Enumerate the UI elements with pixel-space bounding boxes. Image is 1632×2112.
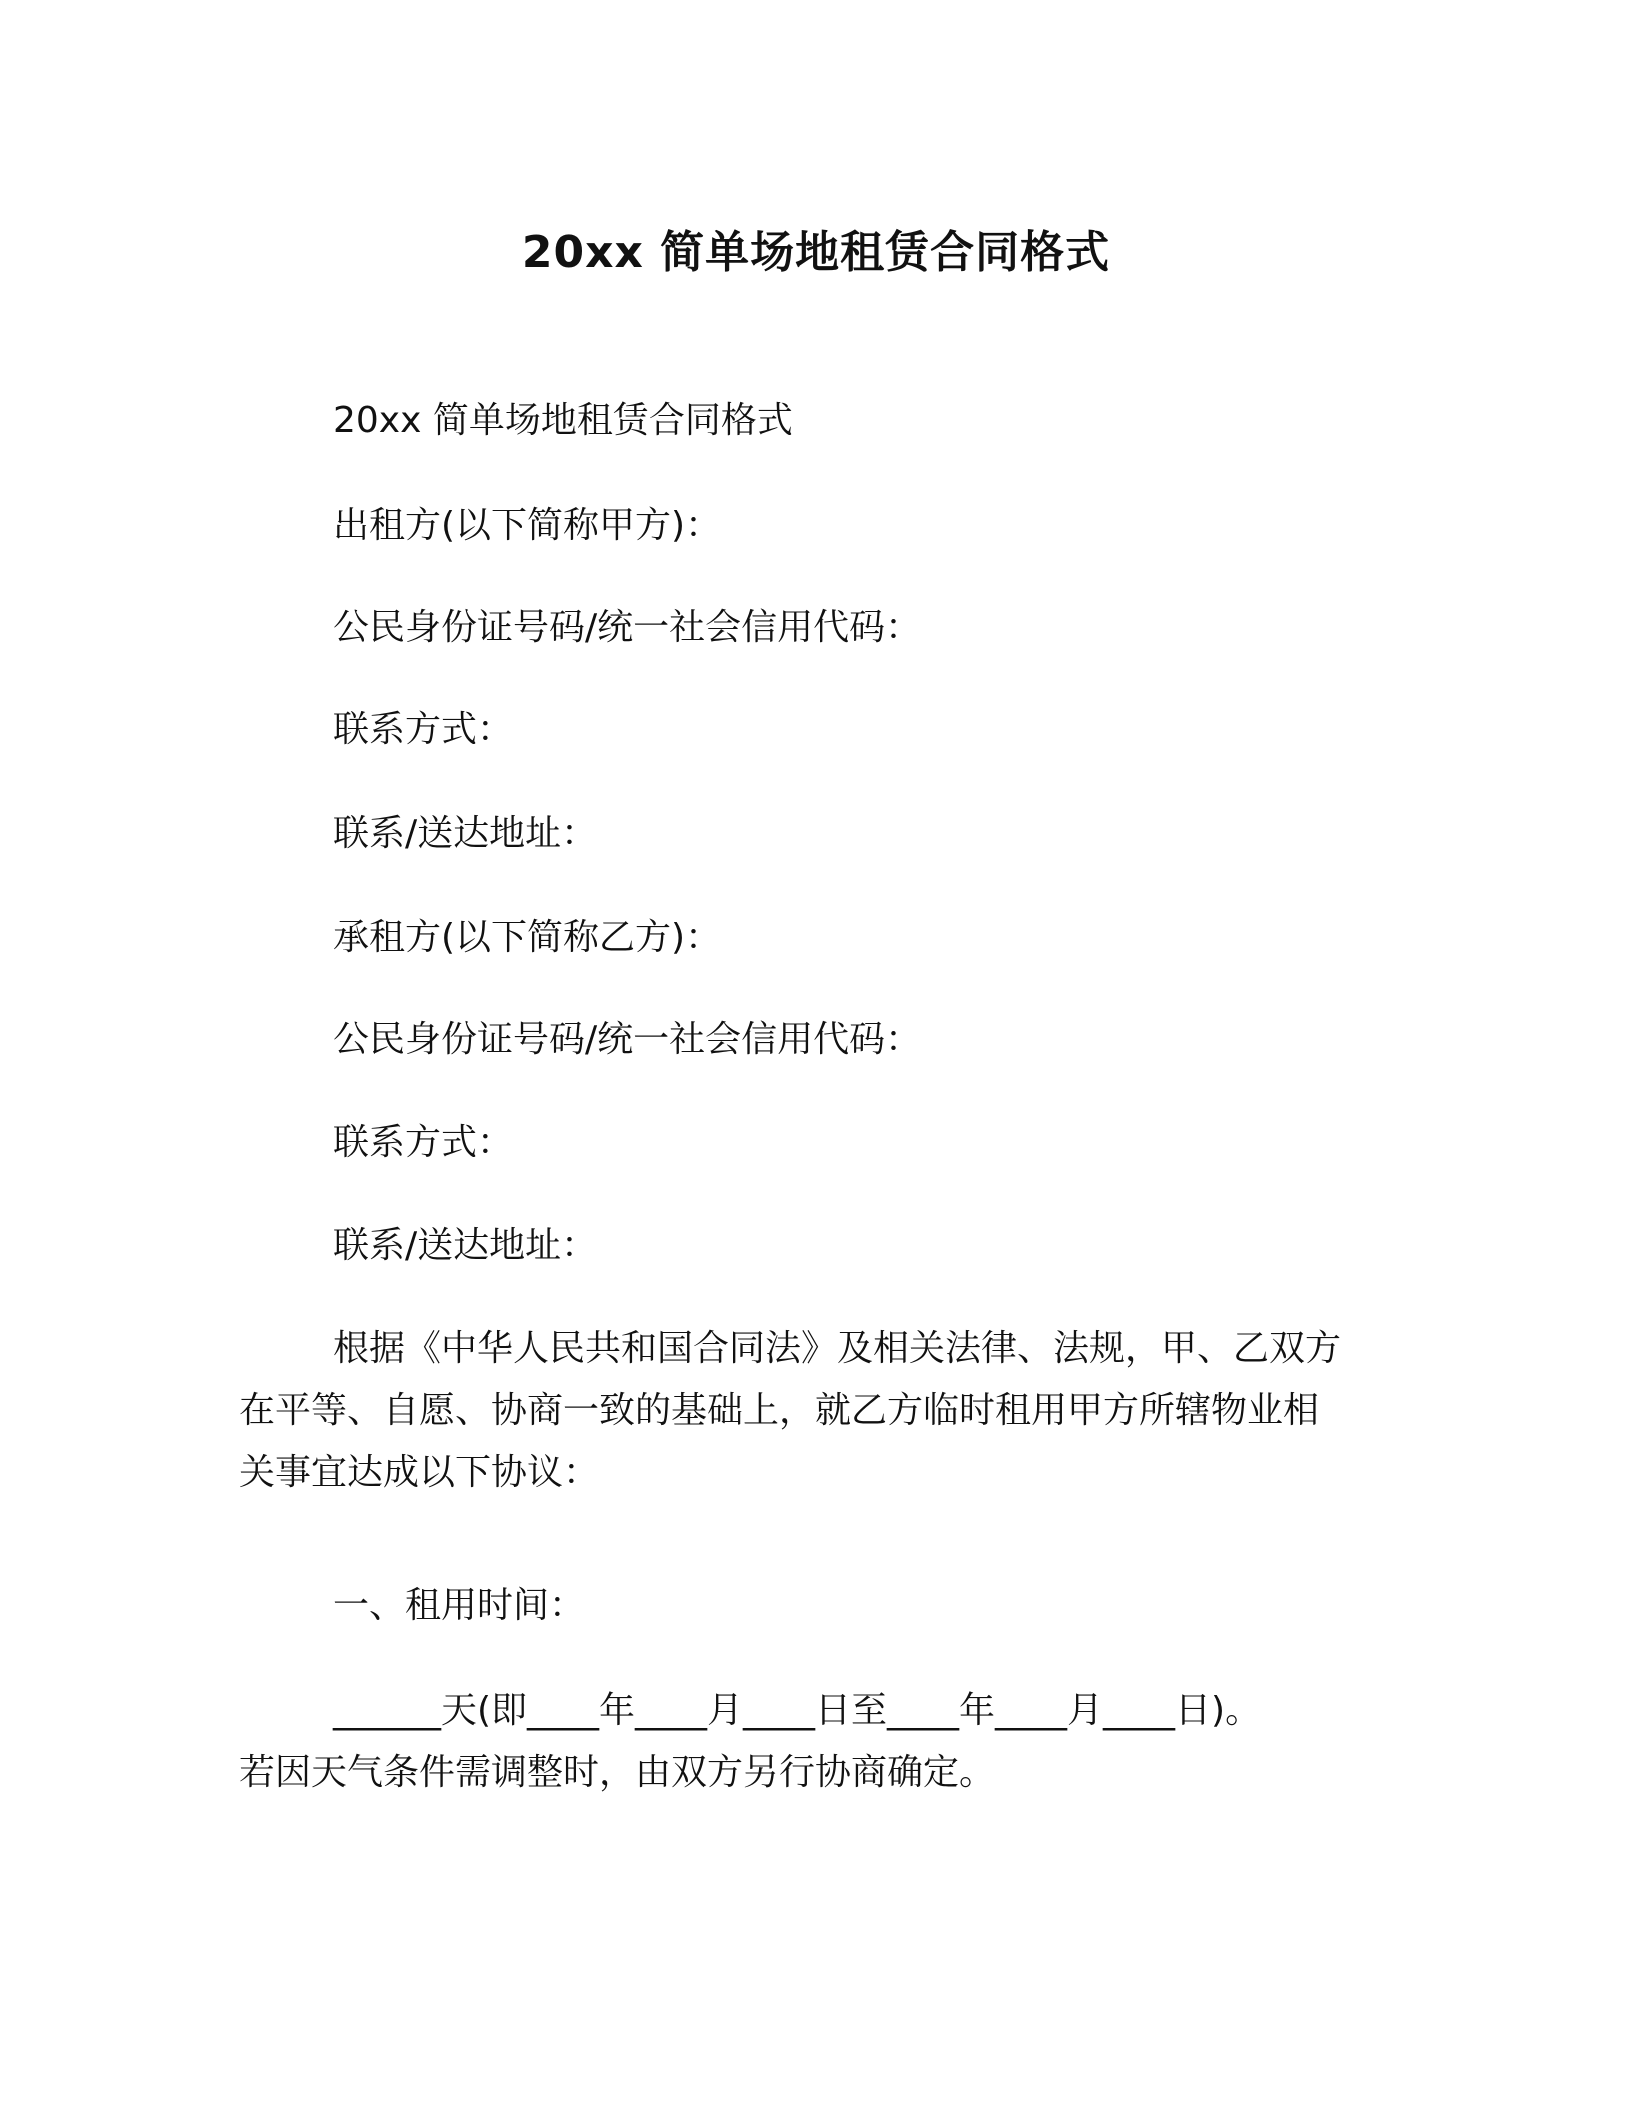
preamble-line: 根据《中华人民共和国合同法》及相关法律、法规，甲、乙双方 xyxy=(333,1328,1342,1369)
preamble-line: 在平等、自愿、协商一致的基础上，就乙方临时租用甲方所辖物业相 xyxy=(239,1390,1320,1431)
lessor-id-label: 公民身份证号码/统一社会信用代码： xyxy=(333,607,922,648)
lessor-address-label: 联系/送达地址： xyxy=(333,813,598,854)
lessee-contact-label: 联系方式： xyxy=(333,1122,514,1163)
lessor-heading: 出租方(以下简称甲方)： xyxy=(333,505,722,546)
section1-heading: 一、租用时间： xyxy=(333,1585,586,1626)
section1-paragraph xyxy=(239,1680,1399,1804)
lessor-contact-label: 联系方式： xyxy=(333,709,514,750)
lessee-heading: 承租方(以下简称乙方)： xyxy=(333,917,722,958)
preamble-paragraph xyxy=(239,1318,1399,1504)
lessee-address-label: 联系/送达地址： xyxy=(333,1225,598,1266)
weather-adjust-line: 若因天气条件需调整时，由双方另行协商确定。 xyxy=(239,1752,996,1793)
preamble-line: 关事宜达成以下协议： xyxy=(239,1452,600,1493)
document-subtitle: 20xx 简单场地租赁合同格式 xyxy=(333,400,793,441)
rental-period-line: ______天(即____年____月____日至____年____月____日)。 xyxy=(333,1690,1262,1731)
document-title: 20xx 简单场地租赁合同格式 xyxy=(521,227,1111,278)
lessee-id-label: 公民身份证号码/统一社会信用代码： xyxy=(333,1019,922,1060)
